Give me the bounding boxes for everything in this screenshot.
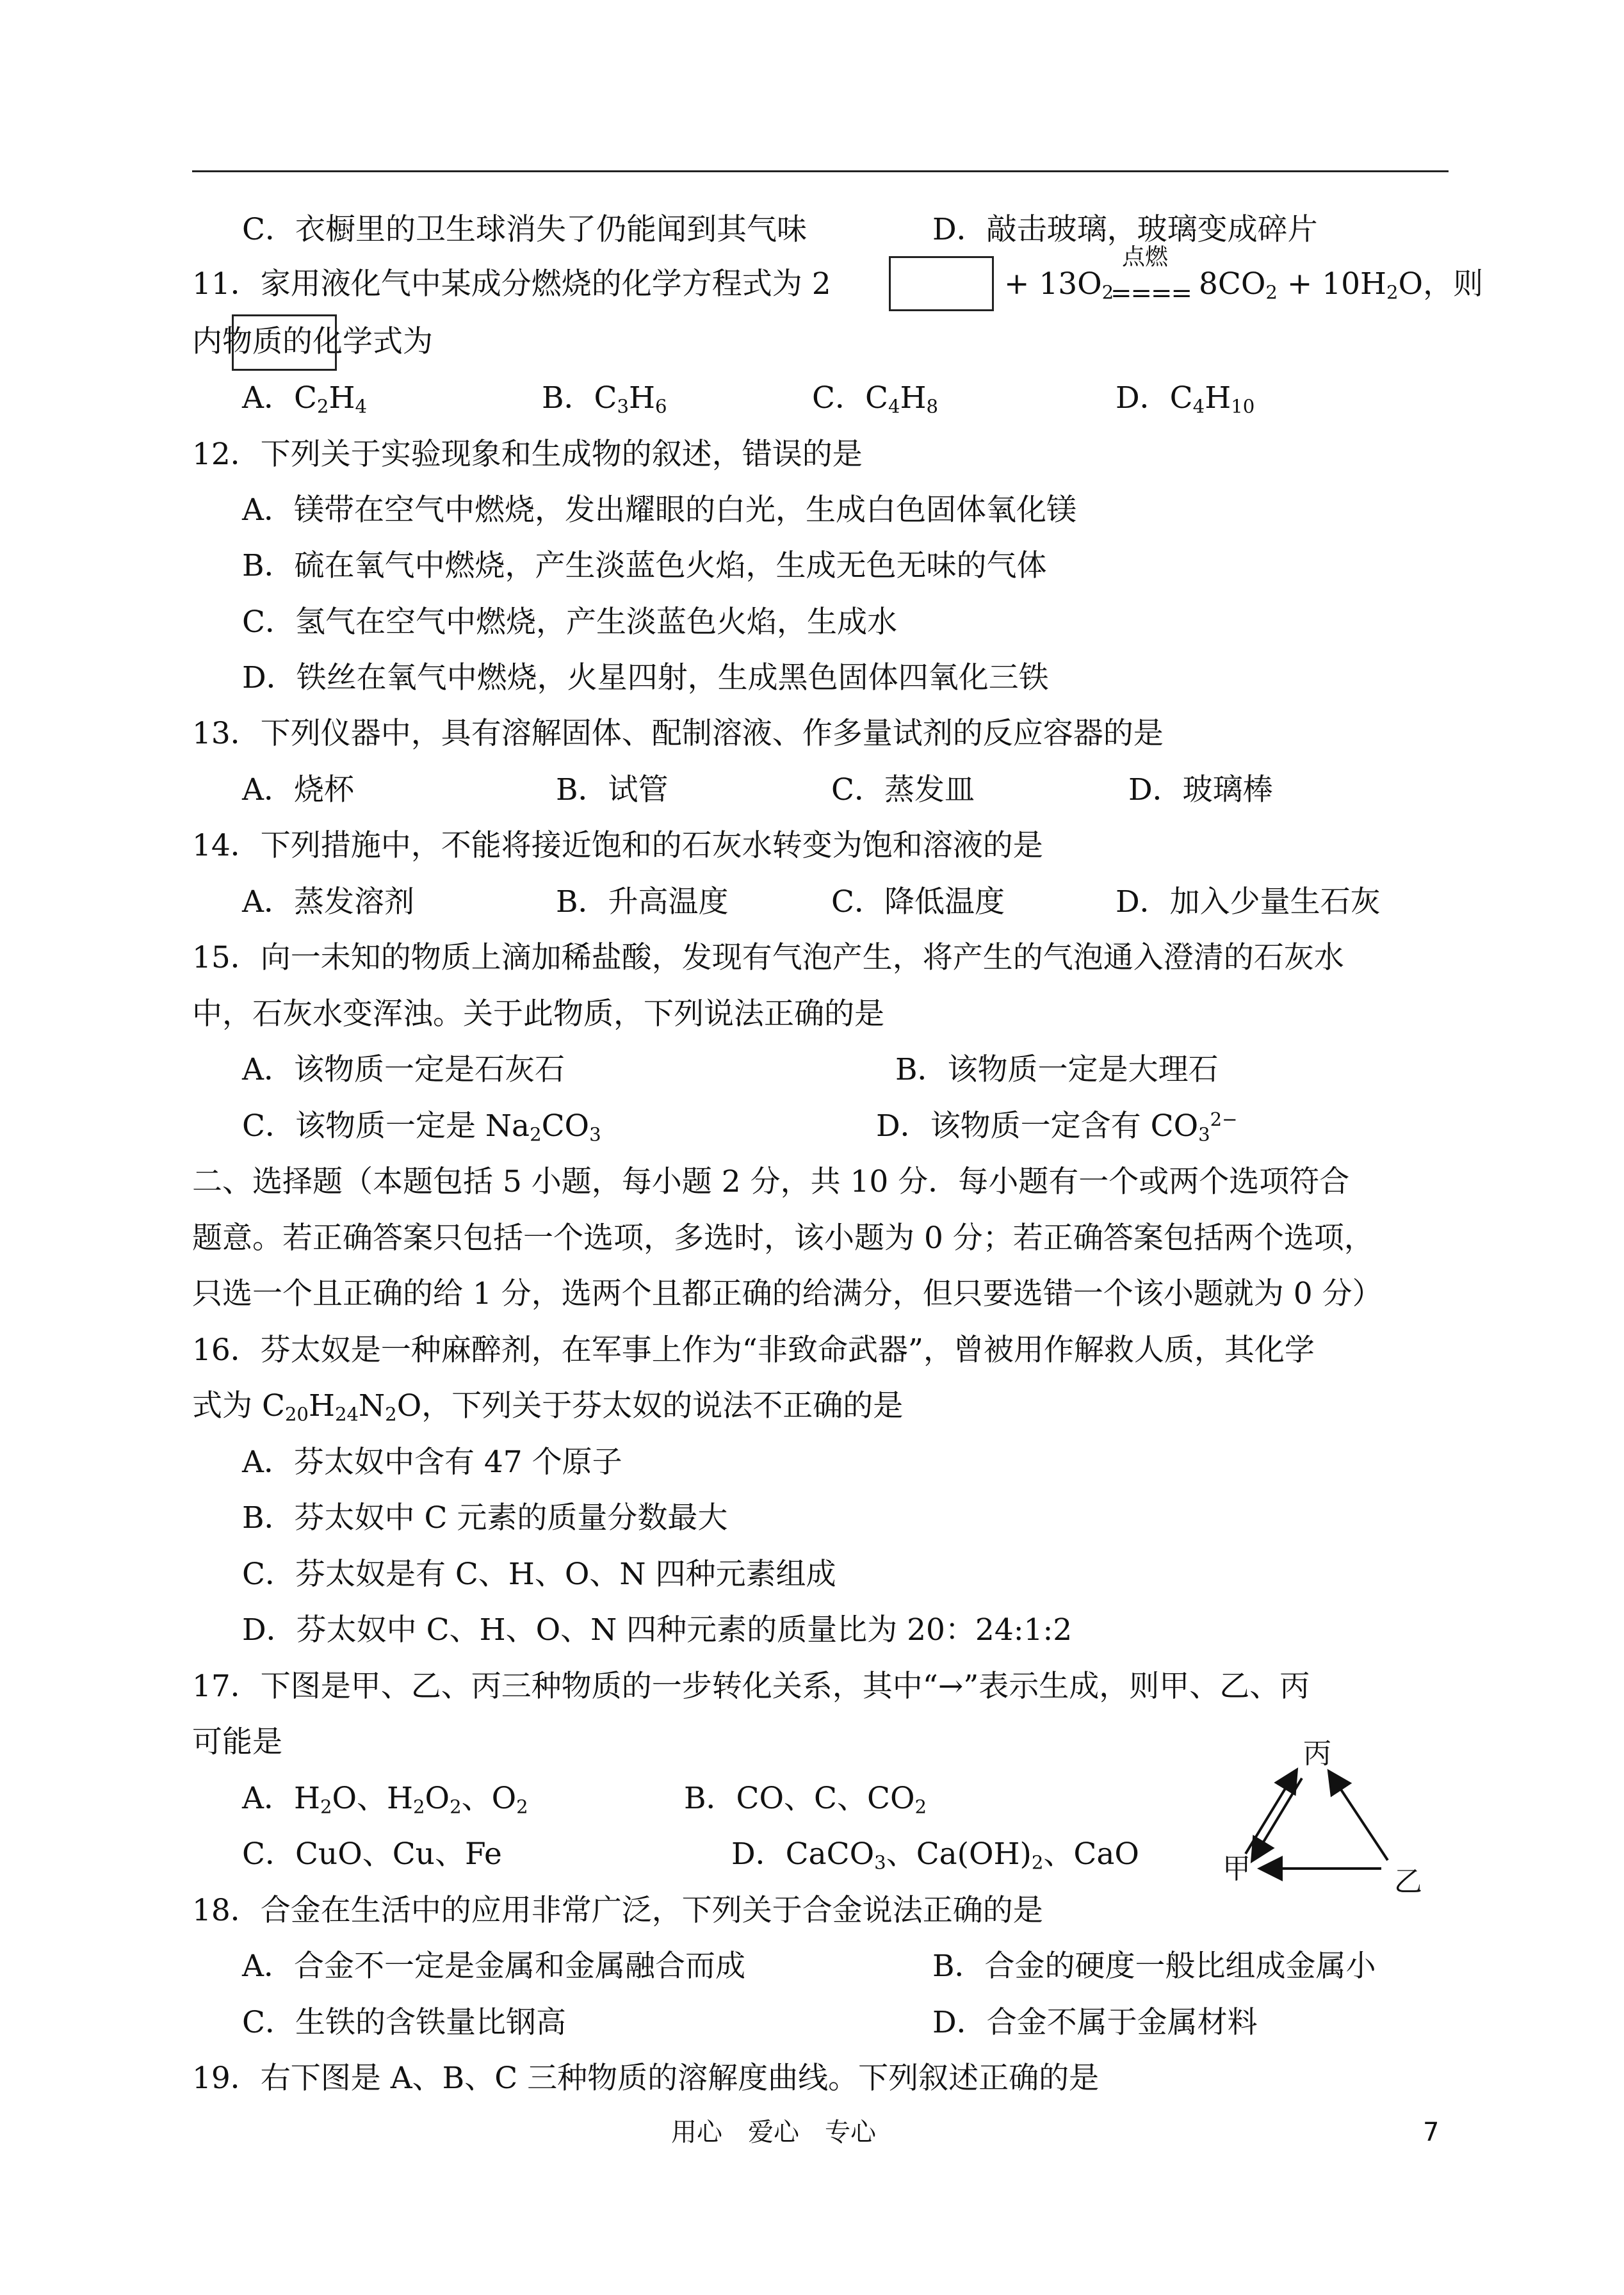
- q11-equals: ====: [1110, 279, 1192, 308]
- q15-option-a: A．该物质一定是石灰石: [242, 1052, 565, 1087]
- q18-option-a: A．合金不一定是金属和金属融合而成: [242, 1949, 745, 1984]
- q15-option-d: D．该物质一定含有 $CO_3^{2-}$: [876, 1108, 1238, 1146]
- section2-line1: 二、选择题（本题包括 5 小题，每小题 2 分，共 10 分．每小题有一个或两个选项符合: [192, 1164, 1350, 1199]
- q11-condition: 点燃: [1122, 244, 1169, 270]
- section2-line2: 题意。若正确答案只包括一个选项，多选时，该小题为 0 分；若正确答案包括两个选项，: [192, 1220, 1374, 1256]
- q11-option-b: B．$C_3H_6$: [542, 380, 667, 418]
- q17-transformation-diagram: [1220, 1732, 1431, 1899]
- diagram-arrow-bing-to-jia: [1253, 1778, 1302, 1859]
- page-number: 7: [1423, 2118, 1440, 2147]
- q11-option-c: C．$C_4H_8$: [812, 380, 938, 418]
- q13-option-d: D．玻璃棒: [1128, 772, 1273, 807]
- q14-option-d: D．加入少量生石灰: [1116, 884, 1381, 920]
- diagram-node-bing: 丙: [1303, 1737, 1331, 1770]
- diagram-arrow-jia-to-bing: [1246, 1772, 1295, 1854]
- q12-option-a: A．镁带在空气中燃烧，发出耀眼的白光，生成白色固体氧化镁: [242, 492, 1076, 528]
- q17-option-a: A．$H_2O$、$H_2O_2$、$O_2$: [242, 1781, 528, 1818]
- q12-option-b: B．硫在氧气中燃烧，产生淡蓝色火焰，生成无色无味的气体: [242, 548, 1047, 583]
- q11-option-d: D．$C_4H_{10}$: [1116, 380, 1255, 418]
- q11-word-box: [232, 314, 337, 371]
- q11-equation: + $13O_2$: [1004, 266, 1114, 304]
- q15-stem-line2: 中，石灰水变浑浊。关于此物质，下列说法正确的是: [192, 996, 884, 1032]
- q18-option-d: D．合金不属于金属材料: [932, 2005, 1258, 2040]
- q12-stem: 12．下列关于实验现象和生成物的叙述，错误的是: [192, 437, 863, 472]
- diagram-node-jia: 甲: [1222, 1853, 1251, 1885]
- q18-stem: 18．合金在生活中的应用非常广泛，下列关于合金说法正确的是: [192, 1893, 1043, 1928]
- q10-option-d: D．敲击玻璃，玻璃变成碎片: [932, 212, 1318, 247]
- q17-option-d: D．CaCO$_3$、$Ca(OH)_2$、CaO: [731, 1837, 1139, 1874]
- footer-slogan: 用心 爱心 专心: [671, 2118, 876, 2147]
- q11-stem-line1: 11．家用液化气中某成分燃烧的化学方程式为 2: [192, 266, 831, 302]
- q13-option-b: B．试管: [556, 772, 669, 807]
- q11-equation-products: $8CO_2 + 10H_2O$，则: [1199, 266, 1484, 304]
- q16-option-d: D．芬太奴中 C、H、O、N 四种元素的质量比为 20：24:1:2: [242, 1612, 1073, 1648]
- q16-stem-line1: 16．芬太奴是一种麻醉剂，在军事上作为“非致命武器”，曾被用作解救人质，其化学: [192, 1333, 1315, 1368]
- q14-option-b: B．升高温度: [556, 884, 729, 920]
- q13-stem: 13．下列仪器中，具有溶解固体、配制溶液、作多量试剂的反应容器的是: [192, 716, 1164, 751]
- q17-stem-line1: 17．下图是甲、乙、丙三种物质的一步转化关系，其中“→”表示生成，则甲、乙、丙: [192, 1669, 1310, 1704]
- q15-option-c: C．该物质一定是 $Na_2CO_3$: [242, 1108, 601, 1146]
- q13-option-c: C．蒸发皿: [831, 772, 975, 807]
- q17-stem-line2: 可能是: [192, 1724, 282, 1760]
- q13-option-a: A．烧杯: [242, 772, 354, 807]
- q15-stem-line1: 15．向一未知的物质上滴加稀盐酸，发现有气泡产生，将产生的气泡通入澄清的石灰水: [192, 940, 1344, 975]
- q14-option-c: C．降低温度: [831, 884, 1005, 920]
- q12-option-c: C．氢气在空气中燃烧，产生淡蓝色火焰，生成水: [242, 604, 897, 640]
- header-rule: [192, 170, 1449, 172]
- q19-stem: 19．右下图是 A、B、C 三种物质的溶解度曲线。下列叙述正确的是: [192, 2061, 1100, 2096]
- q11-blank-box: [889, 256, 994, 311]
- q17-option-c: C．CuO、Cu、Fe: [242, 1837, 502, 1872]
- diagram-arrow-yi-to-bing: [1330, 1773, 1388, 1860]
- q15-option-b: B．该物质一定是大理石: [895, 1052, 1219, 1087]
- q12-option-d: D．铁丝在氧气中燃烧，火星四射，生成黑色固体四氧化三铁: [242, 660, 1049, 695]
- q10-option-c: C．衣橱里的卫生球消失了仍能闻到其气味: [242, 212, 807, 247]
- q16-option-c: C．芬太奴是有 C、H、O、N 四种元素组成: [242, 1557, 836, 1592]
- q16-option-a: A．芬太奴中含有 47 个原子: [242, 1445, 622, 1480]
- q16-option-b: B．芬太奴中 C 元素的质量分数最大: [242, 1500, 728, 1536]
- q11-stem-line2: 内物质的化学式为: [192, 324, 433, 359]
- q11-option-a: A．$C_2H_4$: [242, 380, 367, 418]
- q14-stem: 14．下列措施中，不能将接近饱和的石灰水转变为饱和溶液的是: [192, 828, 1043, 863]
- diagram-node-yi: 乙: [1394, 1865, 1422, 1898]
- q17-option-b: B．CO、C、$CO_2$: [684, 1781, 927, 1818]
- q16-stem-line2: 式为 $C_{20}H_{24}N_2O$，下列关于芬太奴的说法不正确的是: [192, 1388, 904, 1425]
- q18-option-c: C．生铁的含铁量比钢高: [242, 2005, 566, 2040]
- q14-option-a: A．蒸发溶剂: [242, 884, 414, 920]
- section2-line3: 只选一个且正确的给 1 分，选两个且都正确的给满分，但只要选错一个该小题就为 0 分）: [192, 1276, 1383, 1311]
- q18-option-b: B．合金的硬度一般比组成金属小: [932, 1949, 1376, 1984]
